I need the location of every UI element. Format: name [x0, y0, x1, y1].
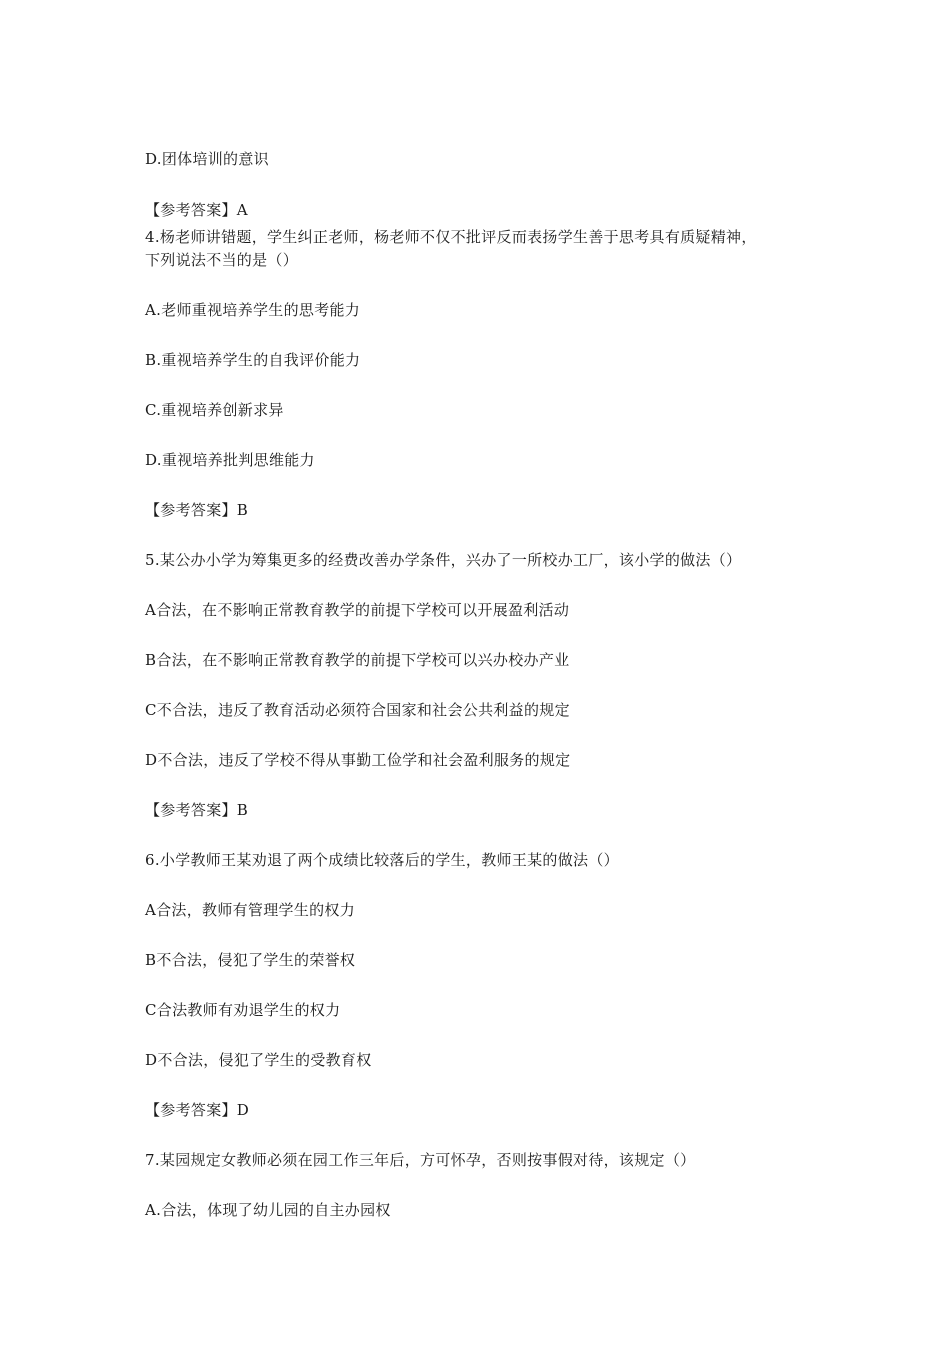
q4-answer: 【参考答案】B [145, 501, 249, 519]
q5-option-b: B合法，在不影响正常教育教学的前提下学校可以兴办校办产业 [145, 651, 570, 669]
q6-option-a: A合法，教师有管理学生的权力 [145, 901, 356, 919]
q6-question: 6.小学教师王某劝退了两个成绩比较落后的学生，教师王某的做法（） [145, 851, 619, 869]
q3-answer: 【参考答案】A [145, 201, 248, 219]
q5-question: 5.某公办小学为筹集更多的经费改善办学条件，兴办了一所校办工厂，该小学的做法（） [145, 551, 742, 569]
q4-question-line1: 4.杨老师讲错题，学生纠正老师，杨老师不仅不批评反而表扬学生善于思考具有质疑精神， [145, 228, 757, 246]
q4-option-d: D.重视培养批判思维能力 [145, 451, 315, 469]
q6-option-d: D不合法，侵犯了学生的受教育权 [145, 1051, 372, 1069]
q7-question: 7.某园规定女教师必须在园工作三年后，方可怀孕，否则按事假对待，该规定（） [145, 1151, 696, 1169]
q4-option-b: B.重视培养学生的自我评价能力 [145, 351, 361, 369]
q5-option-a: A合法，在不影响正常教育教学的前提下学校可以开展盈利活动 [145, 601, 570, 619]
q4-question-line2: 下列说法不当的是（） [145, 251, 299, 269]
q6-answer: 【参考答案】D [145, 1101, 250, 1119]
q5-option-d: D不合法，违反了学校不得从事勤工俭学和社会盈利服务的规定 [145, 751, 571, 769]
q7-option-a: A.合法，体现了幼儿园的自主办园权 [145, 1201, 391, 1219]
q3-option-d: D.团体培训的意识 [145, 150, 269, 168]
q4-option-a: A.老师重视培养学生的思考能力 [145, 301, 361, 319]
q6-option-b: B不合法，侵犯了学生的荣誉权 [145, 951, 356, 969]
q6-option-c: C合法教师有劝退学生的权力 [145, 1001, 341, 1019]
q5-answer: 【参考答案】B [145, 801, 249, 819]
q5-option-c: C不合法，违反了教育活动必须符合国家和社会公共利益的规定 [145, 701, 570, 719]
q4-option-c: C.重视培养创新求异 [145, 401, 284, 419]
